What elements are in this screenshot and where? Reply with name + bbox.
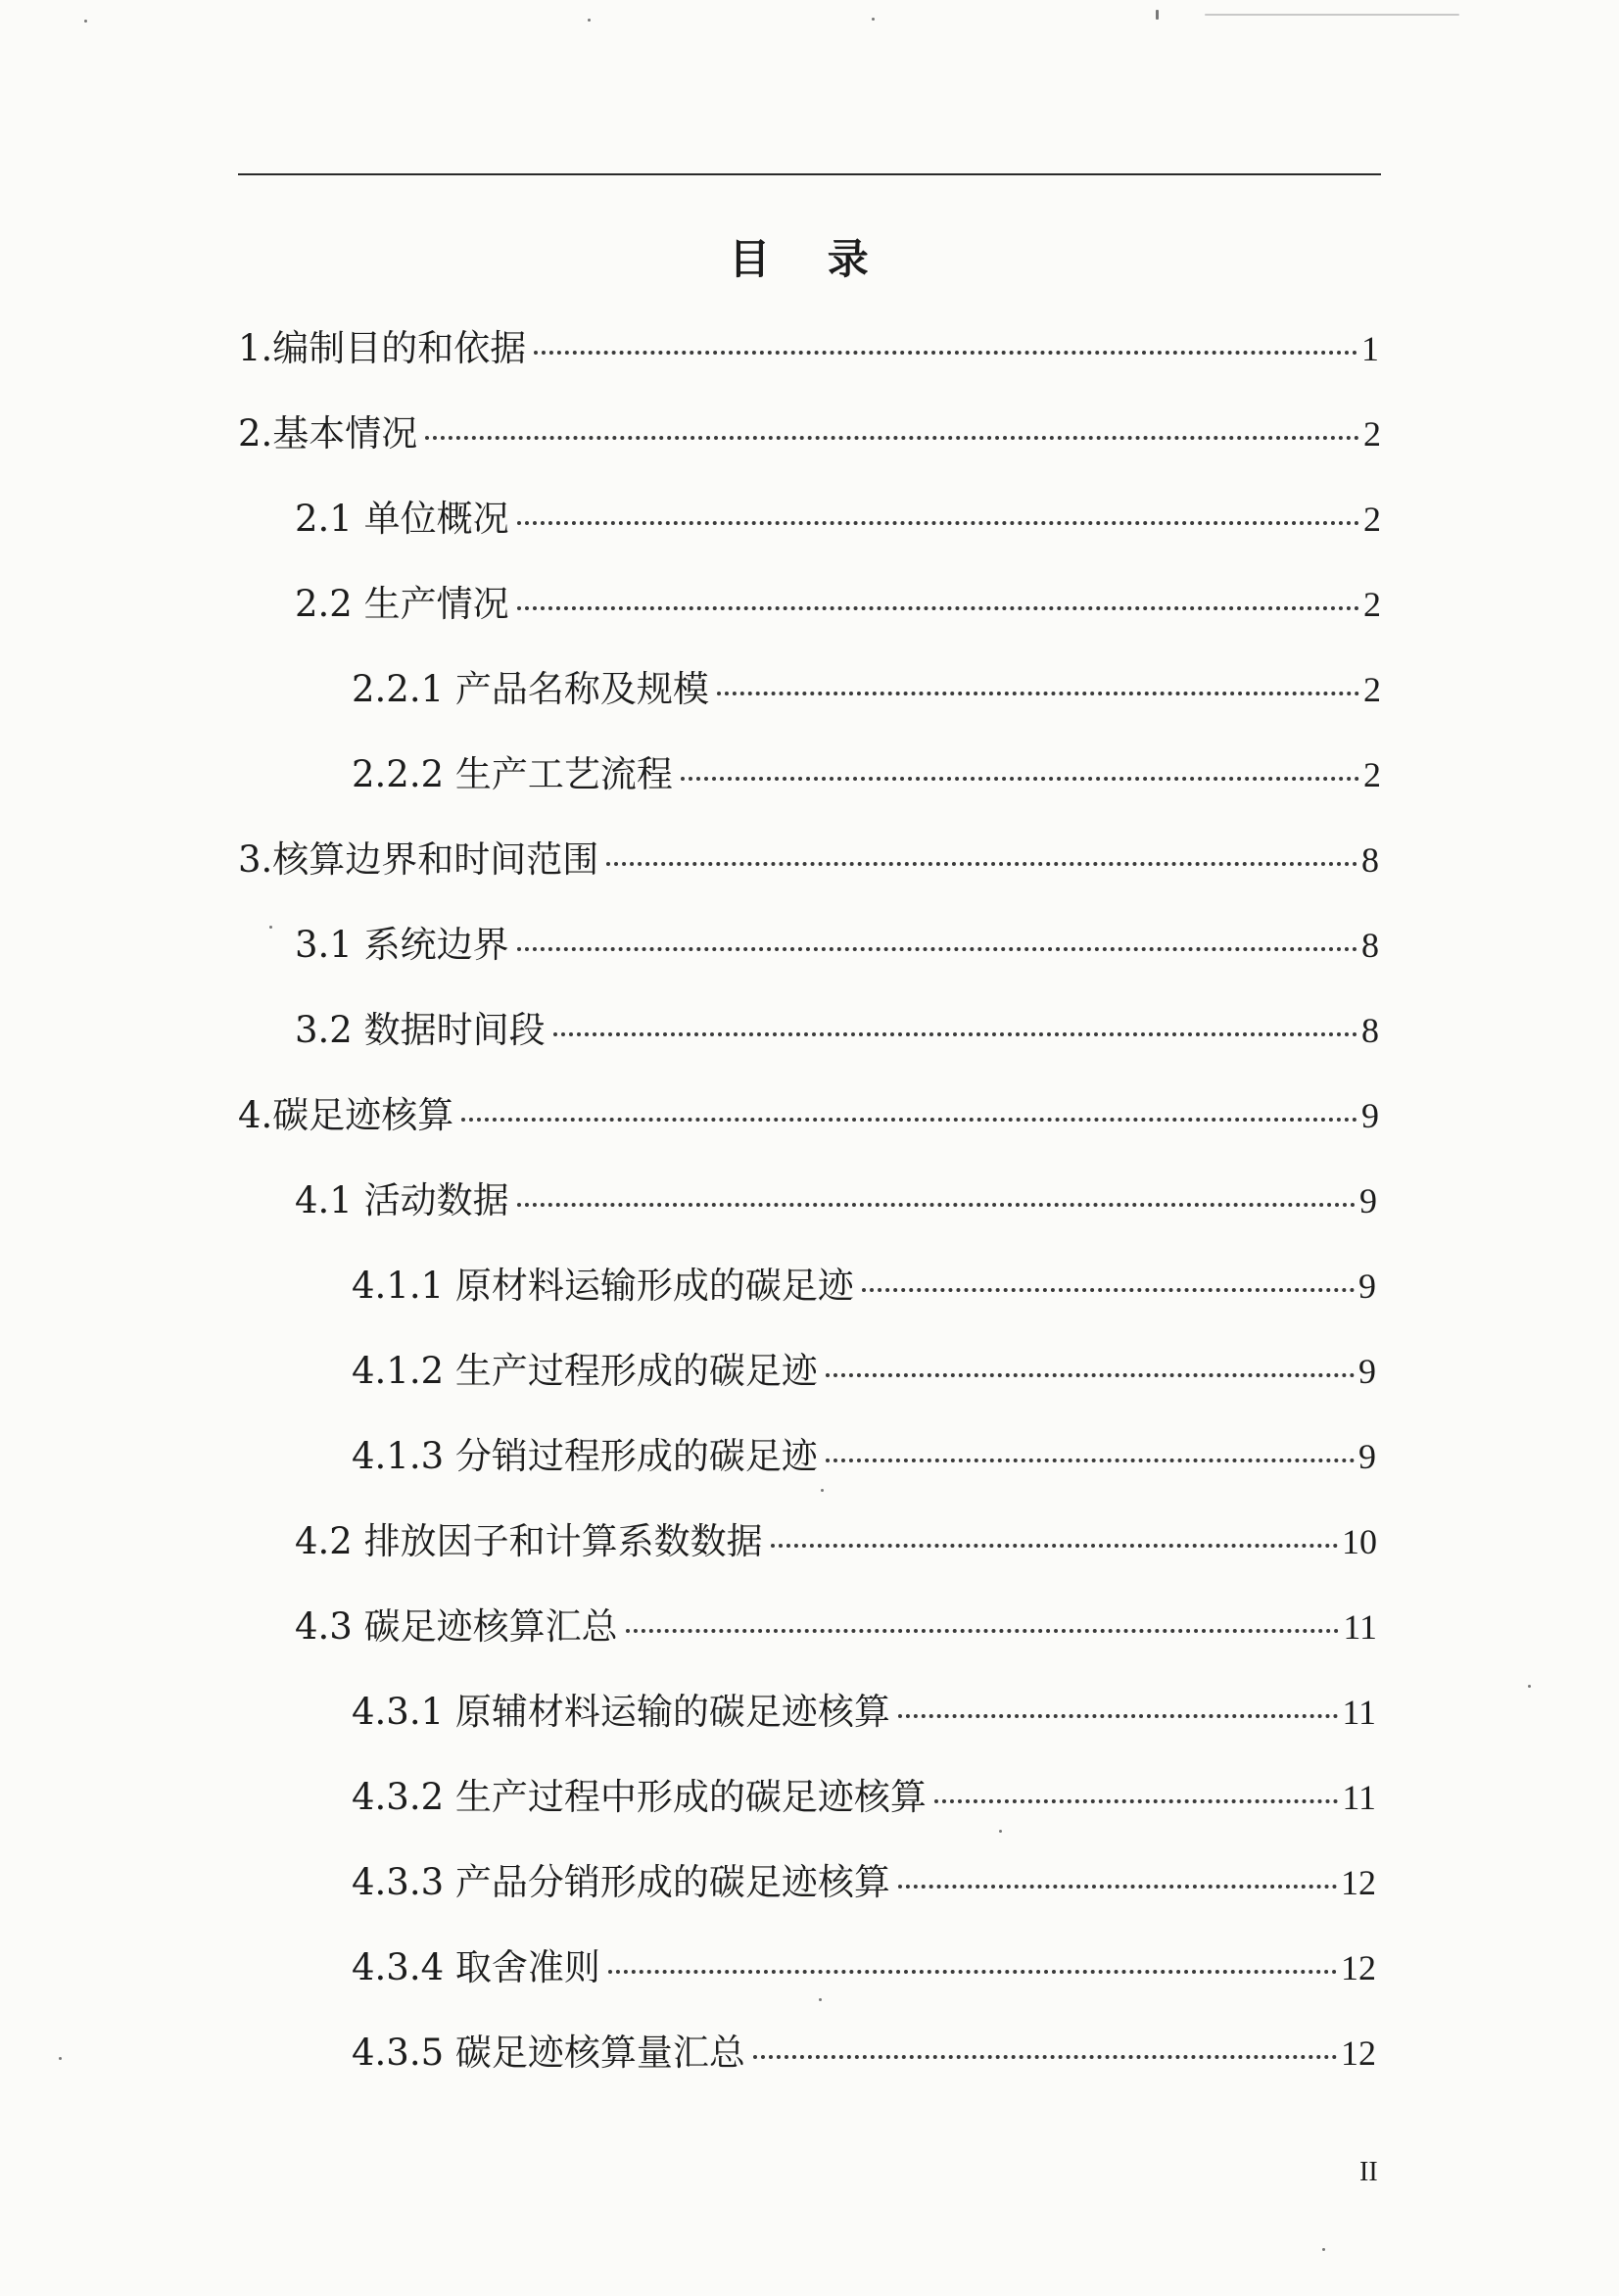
toc-entry-text: 4.1.3 分销过程形成的碳足迹 (352, 1435, 818, 1477)
toc-dot-leader (898, 1885, 1337, 1889)
toc-dot-leader (862, 1288, 1355, 1292)
toc-entry-page: 2 (1363, 670, 1381, 709)
toc-dot-leader (826, 1459, 1355, 1462)
toc-entry-2-2[interactable] (295, 577, 1381, 632)
toc-entry-text: 2.2 生产情况 (295, 583, 509, 625)
toc-entry-text: 4.3.3 产品分销形成的碳足迹核算 (352, 1861, 890, 1903)
toc-dot-leader (753, 2055, 1337, 2059)
toc-dot-leader (626, 1629, 1340, 1633)
toc-entry-page: 10 (1342, 1522, 1377, 1561)
toc-dot-leader (517, 947, 1357, 951)
toc-entry-4[interactable] (238, 1088, 1379, 1143)
toc-dot-leader (425, 436, 1359, 440)
toc-entry-page: 9 (1358, 1352, 1376, 1391)
toc-entry-text: 4.3 碳足迹核算汇总 (295, 1605, 618, 1648)
toc-dot-leader (517, 521, 1359, 525)
header-rule (238, 173, 1381, 175)
toc-dot-leader (606, 862, 1357, 866)
toc-entry-text: 2.基本情况 (238, 412, 418, 454)
toc-entry-4-3-1[interactable] (352, 1685, 1376, 1740)
toc-entry-page: 1 (1361, 329, 1379, 368)
toc-dot-leader (934, 1799, 1338, 1803)
toc-entry-text: 4.碳足迹核算 (238, 1094, 454, 1136)
toc-entry-page: 12 (1341, 1948, 1376, 1987)
toc-entry-4-2[interactable] (295, 1514, 1377, 1569)
toc-dot-leader (771, 1544, 1338, 1548)
scan-speck (1156, 10, 1159, 20)
toc-entry-text: 2.1 单位概况 (295, 498, 509, 540)
toc-entry-page: 8 (1361, 1011, 1379, 1050)
toc-entry-text: 4.3.1 原辅材料运输的碳足迹核算 (352, 1691, 890, 1733)
toc-entry-3-2[interactable] (295, 1003, 1379, 1058)
scan-speck (872, 18, 875, 21)
toc-entry-page: 12 (1341, 2033, 1376, 2073)
toc-entry-page: 9 (1358, 1437, 1376, 1476)
toc-entry-4-3[interactable] (295, 1600, 1377, 1654)
toc-entry-text: 3.1 系统边界 (295, 924, 509, 966)
toc-entry-page: 2 (1363, 585, 1381, 624)
toc-entry-text: 4.1.2 生产过程形成的碳足迹 (352, 1350, 818, 1392)
toc-entry-4-1-3[interactable] (352, 1429, 1376, 1484)
scan-speck (821, 1489, 824, 1492)
toc-entry-page: 2 (1363, 755, 1381, 794)
toc-entry-4-1-2[interactable] (352, 1344, 1376, 1399)
toc-entry-1[interactable] (238, 321, 1379, 376)
scan-speck (588, 19, 591, 22)
toc-dot-leader (534, 351, 1357, 355)
toc-entry-text: 3.核算边界和时间范围 (238, 838, 599, 881)
toc-entry-4-1-1[interactable] (352, 1259, 1376, 1314)
toc-dot-leader (517, 606, 1359, 610)
page-number: II (1359, 2157, 1378, 2187)
toc-entry-page: 2 (1363, 414, 1381, 454)
toc-entry-text: 4.3.5 碳足迹核算量汇总 (352, 2032, 745, 2074)
toc-entry-page: 9 (1361, 1096, 1379, 1135)
toc-entry-page: 11 (1343, 1607, 1377, 1647)
toc-entry-3[interactable] (238, 833, 1379, 887)
scan-speck (999, 1830, 1002, 1833)
toc-entry-text: 4.1.1 原材料运输形成的碳足迹 (352, 1265, 854, 1307)
toc-entry-text: 4.3.2 生产过程中形成的碳足迹核算 (352, 1776, 927, 1818)
toc-entry-4-3-5[interactable] (352, 2026, 1376, 2081)
toc-entry-page: 11 (1342, 1778, 1376, 1817)
scan-speck (59, 2057, 62, 2060)
toc-entry-4-3-2[interactable] (352, 1770, 1376, 1825)
toc-entry-page: 8 (1361, 926, 1379, 965)
toc-entry-2-1[interactable] (295, 492, 1381, 547)
toc-entry-2-2-2[interactable] (352, 747, 1381, 802)
toc-entry-page: 11 (1342, 1693, 1376, 1732)
toc-entry-4-3-3[interactable] (352, 1855, 1376, 1910)
toc-entry-2-2-1[interactable] (352, 662, 1381, 717)
toc-dot-leader (461, 1118, 1357, 1122)
toc-dot-leader (553, 1032, 1357, 1036)
scan-speck (1528, 1685, 1531, 1688)
toc-entry-page: 12 (1341, 1863, 1376, 1902)
toc-dot-leader (826, 1373, 1355, 1377)
toc-entry-text: 1.编制目的和依据 (238, 327, 527, 369)
toc-dot-leader (717, 692, 1359, 695)
scan-speck (1322, 2248, 1325, 2251)
toc-dot-leader (898, 1714, 1338, 1718)
toc-dot-leader (681, 777, 1359, 781)
toc-entry-page: 2 (1363, 500, 1381, 539)
toc-entry-page: 8 (1361, 840, 1379, 880)
toc-entry-3-1[interactable] (295, 918, 1379, 973)
toc-entry-2[interactable] (238, 407, 1381, 461)
toc-entry-4-3-4[interactable] (352, 1940, 1376, 1995)
toc-entry-text: 4.3.4 取舍准则 (352, 1946, 600, 1988)
toc-entry-text: 2.2.1 产品名称及规模 (352, 668, 709, 710)
toc-entry-text: 4.2 排放因子和计算系数数据 (295, 1520, 763, 1562)
toc-entry-text: 4.1 活动数据 (295, 1179, 509, 1221)
toc-dot-leader (517, 1203, 1356, 1207)
scan-speck (1205, 14, 1459, 16)
toc-entry-text: 2.2.2 生产工艺流程 (352, 753, 673, 795)
toc-title: 目 录 (729, 235, 890, 283)
scan-speck (84, 20, 87, 23)
toc-entry-page: 9 (1358, 1267, 1376, 1306)
toc-entry-page: 9 (1359, 1181, 1377, 1220)
scan-speck (819, 1998, 822, 2001)
toc-entry-text: 3.2 数据时间段 (295, 1009, 546, 1051)
toc-dot-leader (608, 1970, 1337, 1974)
toc-entry-4-1[interactable] (295, 1173, 1377, 1228)
scan-speck (269, 926, 272, 929)
